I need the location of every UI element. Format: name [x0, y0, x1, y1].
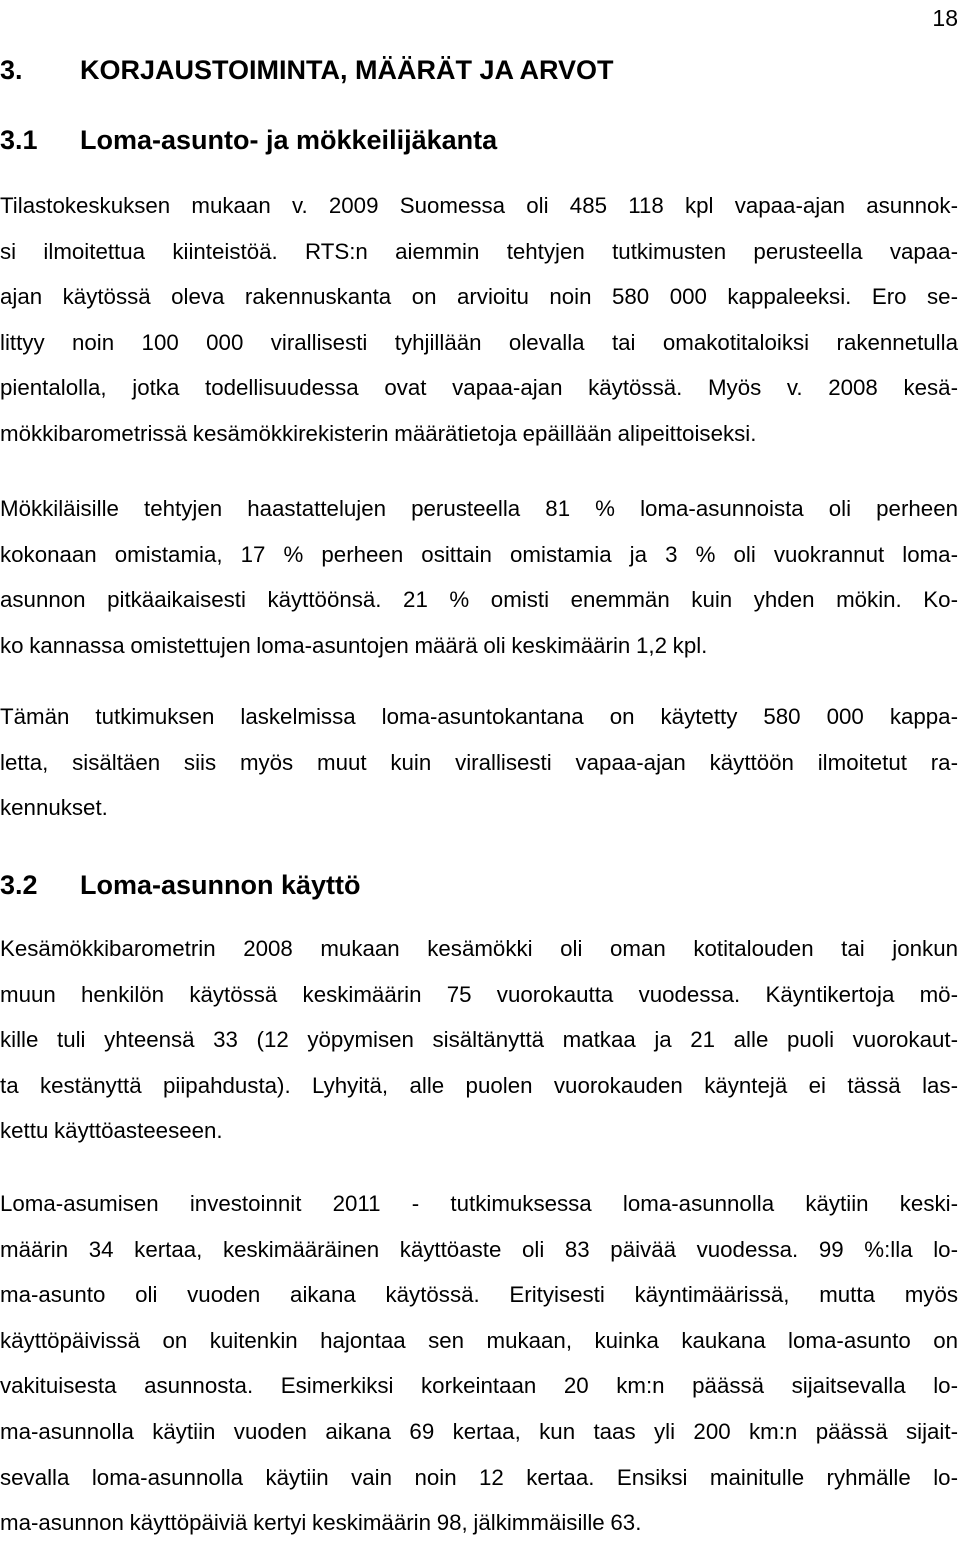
section-number: 3.2	[0, 870, 38, 900]
chapter-title: KORJAUSTOIMINTA, MÄÄRÄT JA ARVOT	[80, 55, 614, 85]
paragraph-line: kille tuli yhteensä 33 (12 yöpymisen sisältänyttä matkaa ja 21 alle puoli vuorokaut-	[0, 1027, 958, 1053]
paragraph-line: littyy noin 100 000 virallisesti tyhjillään olevalla tai omakotitaloiksi rakennetulla	[0, 329, 958, 355]
paragraph-line: Tilastokeskuksen mukaan v. 2009 Suomessa oli 485 118 kpl vapaa-ajan asunnok-	[0, 193, 958, 218]
paragraph-1	[0, 183, 958, 457]
paragraph-line: asunnon pitkäaikaisesti käyttöönsä. 21 % omisti enemmän kuin yhden mökin. Ko-	[0, 587, 958, 613]
paragraph-line: ma-asunnolla käytiin vuoden aikana 69 kertaa, kun taas yli 200 km:n päässä sijait-	[0, 1418, 958, 1444]
section-heading-3-1	[0, 122, 497, 158]
paragraph-line: ajan käytössä oleva rakennuskanta on arvioitu noin 580 000 kappaleeksi. Ero se-	[0, 284, 958, 310]
paragraph-2	[0, 486, 958, 668]
paragraph-line: letta, sisältäen siis myös muut kuin virallisesti vapaa-ajan käyttöön ilmoitetut ra-	[0, 749, 958, 775]
paragraph-line: vakituisesta asunnosta. Esimerkiksi korkeintaan 20 km:n päässä sijaitsevalla lo-	[0, 1373, 958, 1399]
paragraph-line: kokonaan omistamia, 17 % perheen osittain omistamia ja 3 % oli vuokrannut loma-	[0, 541, 958, 567]
paragraph-line: ko kannassa omistettujen loma-asuntojen määrä oli keskimäärin 1,2 kpl.	[0, 632, 708, 658]
section-heading-3-2	[0, 867, 361, 903]
paragraph-line: mökkibarometrissä kesämökkirekisterin määrätietoja epäillään alipeittoiseksi.	[0, 420, 757, 446]
paragraph-4	[0, 926, 958, 1154]
page-number: 18	[932, 5, 958, 31]
section-title: Loma-asunto- ja mökkeilijäkanta	[80, 125, 498, 155]
paragraph-line: sevalla loma-asunnolla käytiin vain noin 12 kertaa. Ensiksi mainitulle ryhmälle lo-	[0, 1464, 958, 1490]
paragraph-3	[0, 694, 958, 831]
chapter-number: 3.	[0, 55, 23, 85]
paragraph-line: Kesämökkibarometrin 2008 mukaan kesämökki oli oman kotitalouden tai jonkun	[0, 936, 958, 961]
paragraph-line: ma-asunto oli vuoden aikana käytössä. Erityisesti käyntimäärissä, mutta myös	[0, 1282, 958, 1308]
paragraph-line: käyttöpäivissä on kuitenkin hajontaa sen mukaan, kuinka kaukana loma-asunto on	[0, 1327, 958, 1353]
paragraph-line: Loma-asumisen investoinnit 2011 - tutkimuksessa loma-asunnolla käytiin keski-	[0, 1191, 958, 1216]
section-title: Loma-asunnon käyttö	[80, 870, 361, 900]
paragraph-line: Mökkiläisille tehtyjen haastattelujen perusteella 81 % loma-asunnoista oli perheen	[0, 496, 958, 521]
paragraph-line: kettu käyttöasteeseen.	[0, 1118, 223, 1144]
paragraph-line: kennukset.	[0, 795, 108, 821]
paragraph-line: määrin 34 kertaa, keskimääräinen käyttöaste oli 83 päivää vuodessa. 99 %:lla lo-	[0, 1236, 958, 1262]
paragraph-5	[0, 1181, 958, 1546]
paragraph-line: ta kestänyttä piipahdusta). Lyhyitä, alle puolen vuorokauden käyntejä ei tässä las-	[0, 1072, 958, 1098]
chapter-heading	[0, 52, 614, 88]
paragraph-line: muun henkilön käytössä keskimäärin 75 vuorokautta vuodessa. Käyntikertoja mö-	[0, 981, 958, 1007]
paragraph-line: ma-asunnon käyttöpäiviä kertyi keskimäärin 98, jälkimmäisille 63.	[0, 1510, 642, 1536]
section-number: 3.1	[0, 125, 38, 155]
paragraph-line: pientalolla, jotka todellisuudessa ovat vapaa-ajan käytössä. Myös v. 2008 kesä-	[0, 375, 958, 401]
paragraph-line: si ilmoitettua kiinteistöä. RTS:n aiemmin tehtyjen tutkimusten perusteella vapaa-	[0, 238, 958, 264]
paragraph-line: Tämän tutkimuksen laskelmissa loma-asuntokantana on käytetty 580 000 kappa-	[0, 704, 958, 729]
